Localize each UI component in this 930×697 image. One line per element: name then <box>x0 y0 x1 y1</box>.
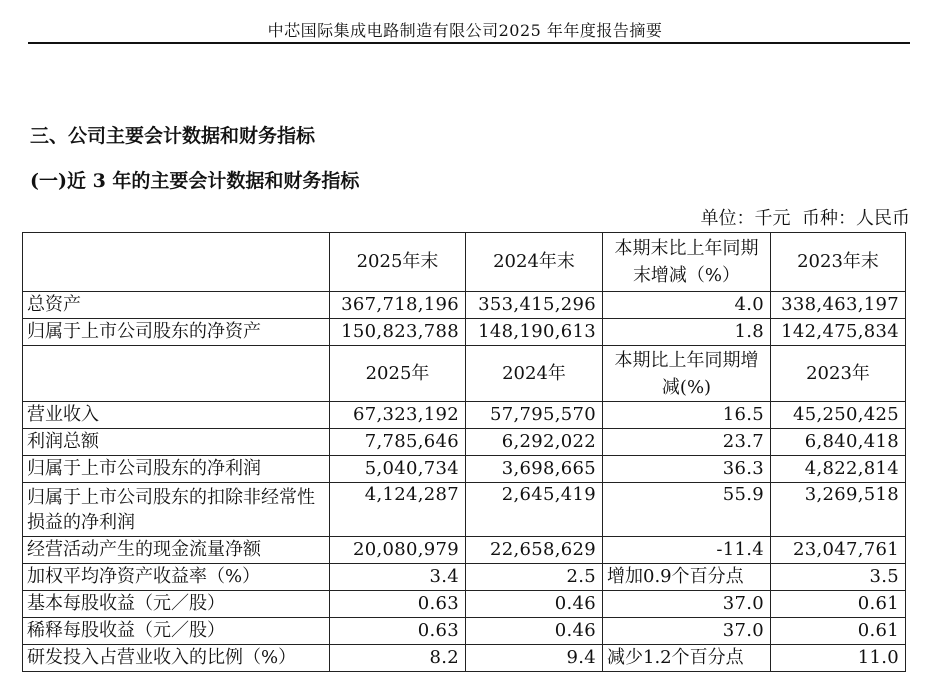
row-label: 经营活动产生的现金流量净额 <box>23 537 330 564</box>
cell-value: 148,190,613 <box>466 319 603 346</box>
cell-value: 6,840,418 <box>771 429 906 456</box>
cell-value: 6,292,022 <box>466 429 603 456</box>
header-cell-2025-end: 2025年末 <box>330 233 466 292</box>
cell-value: 1.8 <box>603 319 771 346</box>
report-header-title: 中芯国际集成电路制造有限公司2025 年年度报告摘要 <box>267 21 663 40</box>
table-row <box>23 618 906 645</box>
row-label: 基本每股收益（元／股） <box>23 591 330 618</box>
cell-value: 增加0.9个百分点 <box>603 564 771 591</box>
cell-value: 0.63 <box>330 591 466 618</box>
cell-value: 0.61 <box>771 591 906 618</box>
cell-value: 4,124,287 <box>330 483 466 537</box>
cell-value: 55.9 <box>603 483 771 537</box>
row-label: 营业收入 <box>23 402 330 429</box>
subsection-title: (一)近 3 年的主要会计数据和财务指标 <box>30 170 360 192</box>
cell-value: 23.7 <box>603 429 771 456</box>
header-cell-change-pct: 本期末比上年同期末增减（%） <box>603 233 771 292</box>
cell-value: 20,080,979 <box>330 537 466 564</box>
cell-value: 22,658,629 <box>466 537 603 564</box>
header-divider <box>28 42 910 44</box>
cell-value: 3,698,665 <box>466 456 603 483</box>
cell-value: 0.63 <box>330 618 466 645</box>
table-row <box>23 483 906 537</box>
row-label: 总资产 <box>23 292 330 319</box>
cell-value: 150,823,788 <box>330 319 466 346</box>
cell-value: 353,415,296 <box>466 292 603 319</box>
table-row <box>23 564 906 591</box>
cell-value: 9.4 <box>466 645 603 672</box>
header-cell-2023-end: 2023年末 <box>771 233 906 292</box>
cell-value: 4,822,814 <box>771 456 906 483</box>
table-header-row-income <box>23 346 906 402</box>
cell-value: 4.0 <box>603 292 771 319</box>
cell-value: 57,795,570 <box>466 402 603 429</box>
header-cell-2023: 2023年 <box>771 346 906 402</box>
header-cell-2024-end: 2024年末 <box>466 233 603 292</box>
cell-value: 3.4 <box>330 564 466 591</box>
row-label: 稀释每股收益（元／股） <box>23 618 330 645</box>
row-label: 利润总额 <box>23 429 330 456</box>
cell-value: -11.4 <box>603 537 771 564</box>
cell-value: 减少1.2个百分点 <box>603 645 771 672</box>
cell-value: 3.5 <box>771 564 906 591</box>
table-row <box>23 456 906 483</box>
table-row <box>23 292 906 319</box>
header-cell-2025: 2025年 <box>330 346 466 402</box>
header-cell-blank <box>23 233 330 292</box>
table-row <box>23 319 906 346</box>
cell-value: 2,645,419 <box>466 483 603 537</box>
cell-value: 23,047,761 <box>771 537 906 564</box>
cell-value: 11.0 <box>771 645 906 672</box>
header-cell-blank <box>23 346 330 402</box>
table-row <box>23 402 906 429</box>
row-label: 归属于上市公司股东的净资产 <box>23 319 330 346</box>
cell-value: 7,785,646 <box>330 429 466 456</box>
financial-indicators-table <box>22 232 906 672</box>
cell-value: 45,250,425 <box>771 402 906 429</box>
unit-currency-note: 单位：千元 币种：人民币 <box>700 208 910 229</box>
cell-value: 37.0 <box>603 618 771 645</box>
table-row <box>23 645 906 672</box>
header-cell-2024: 2024年 <box>466 346 603 402</box>
cell-value: 2.5 <box>466 564 603 591</box>
cell-value: 36.3 <box>603 456 771 483</box>
cell-value: 16.5 <box>603 402 771 429</box>
cell-value: 0.46 <box>466 591 603 618</box>
cell-value: 142,475,834 <box>771 319 906 346</box>
table-row <box>23 429 906 456</box>
cell-value: 3,269,518 <box>771 483 906 537</box>
row-label: 归属于上市公司股东的扣除非经常性损益的净利润 <box>23 483 330 537</box>
cell-value: 5,040,734 <box>330 456 466 483</box>
cell-value: 67,323,192 <box>330 402 466 429</box>
section-title: 三、公司主要会计数据和财务指标 <box>30 125 316 147</box>
cell-value: 0.46 <box>466 618 603 645</box>
table-row <box>23 591 906 618</box>
cell-value: 367,718,196 <box>330 292 466 319</box>
cell-value: 8.2 <box>330 645 466 672</box>
header-cell-change-pct: 本期比上年同期增减(%) <box>603 346 771 402</box>
row-label: 归属于上市公司股东的净利润 <box>23 456 330 483</box>
row-label: 加权平均净资产收益率（%） <box>23 564 330 591</box>
cell-value: 338,463,197 <box>771 292 906 319</box>
table-row <box>23 537 906 564</box>
table-header-row-balance <box>23 233 906 292</box>
cell-value: 37.0 <box>603 591 771 618</box>
cell-value: 0.61 <box>771 618 906 645</box>
row-label: 研发投入占营业收入的比例（%） <box>23 645 330 672</box>
